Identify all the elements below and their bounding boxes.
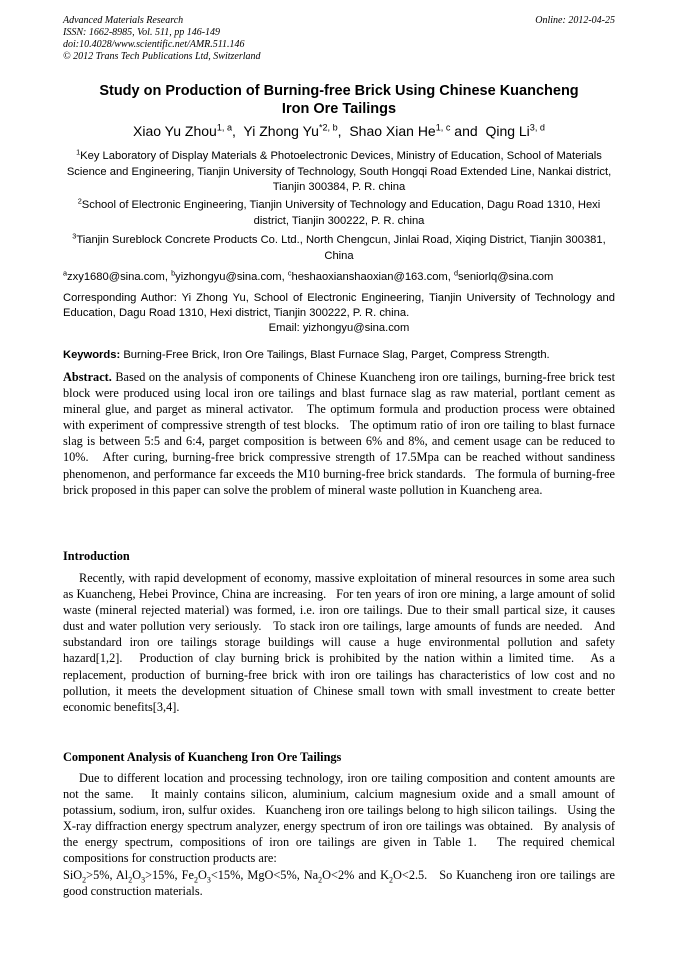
keywords-text: Burning-Free Brick, Iron Ore Tailings, Blast Furnace Slag, Parget, Compress Strength. bbox=[123, 349, 550, 361]
abstract-text: Based on the analysis of components of Chinese Kuancheng iron ore tailings, burning-free brick test block were produced using local iron ore tailings and blast furnace slag as raw material, portlant cement as mineral glue, and parget as mineral activator. The optimum formula and production process were obtained with experiment of compressive strength of test blocks. The optimum ratio of iron ore tailing to blast furnace slag is between 5:5 and 6:4, parget composition is between 6% and 8%, and cement usage can be reduced to 10%. After curing, burning-free brick compressive strength of 17.5Mpa can be reached without sandiness phenomenon, and performance far exceeds the M10 burning-free brick standards. The formula of burning-free brick proposed in this paper can solve the problem of mineral waste pollution in Kuancheng area. bbox=[63, 370, 619, 497]
affiliation-1 bbox=[63, 149, 615, 196]
formula-sub: 2 bbox=[389, 875, 393, 885]
online-date: Online: 2012-04-25 bbox=[535, 15, 615, 26]
author: Shao Xian He bbox=[349, 123, 436, 139]
issn-line: ISSN: 1662-8985, Vol. 511, pp 146-149 bbox=[63, 27, 221, 38]
email-sep: , bbox=[164, 271, 172, 283]
corresponding-author bbox=[63, 291, 615, 336]
formula-part: O<2.5. bbox=[393, 867, 428, 882]
formula-part: O bbox=[197, 867, 207, 882]
email-address: zxy1680@sina.com bbox=[67, 271, 165, 283]
author: Yi Zhong Yu bbox=[243, 123, 319, 139]
journal-name: Advanced Materials Research bbox=[63, 15, 184, 26]
email-sup: a bbox=[63, 268, 68, 278]
component-tail: So Kuancheng iron ore tailings are good construction materials. bbox=[63, 867, 619, 898]
formula-part: Fe bbox=[181, 867, 194, 882]
author-sup: 1, a bbox=[216, 122, 232, 133]
journal-header bbox=[63, 15, 615, 63]
formula-sub: 2 bbox=[193, 875, 198, 885]
formula-sub: 2 bbox=[318, 875, 323, 885]
formula-part: >5%, bbox=[86, 867, 116, 882]
abstract-label: Abstract. bbox=[63, 370, 112, 384]
title-line-2: Iron Ore Tailings bbox=[281, 101, 397, 117]
author-sup: 3, d bbox=[529, 122, 545, 133]
author: Qing Li bbox=[485, 123, 530, 139]
affiliation-text: Tianjin Sureblock Concrete Products Co. Ltd., North Chengcun, Jinlai Road, Xiqing District, Tianjin 300381, China bbox=[76, 234, 606, 262]
corresponding-text: Corresponding Author: Yi Zhong Yu, School of Electronic Engineering, Tianjin University of Technology and Education, Dagu Road 1310, Hexi district, Tianjin 300222, P. R. china. bbox=[63, 292, 615, 319]
affiliation-text: School of Electronic Engineering, Tianjin University of Technology and Education, Dagu Road 1310, Hexi district, Tianjin 300222, P. R. china bbox=[81, 199, 601, 227]
formula-sub: 2 bbox=[128, 875, 133, 885]
formula-sio2 bbox=[63, 867, 116, 885]
formula-mgo: MgO<5%, bbox=[247, 867, 304, 882]
formula-part: O<2% and bbox=[322, 867, 381, 882]
section-heading-introduction: Introduction bbox=[63, 549, 130, 563]
corresponding-email: Email: yizhongyu@sina.com bbox=[268, 322, 410, 334]
formula-k2o bbox=[380, 867, 428, 885]
email-sup: d bbox=[453, 268, 459, 278]
formula-part: <15%, bbox=[210, 867, 248, 882]
email-sep: , bbox=[281, 271, 288, 283]
keywords-label: Keywords: bbox=[63, 349, 121, 361]
introduction-body bbox=[63, 570, 619, 715]
email-sup: c bbox=[287, 268, 292, 278]
formula-sub: 3 bbox=[141, 875, 146, 885]
component-paragraph bbox=[63, 770, 619, 899]
author-list bbox=[63, 122, 615, 140]
formula-fe2o3 bbox=[181, 867, 248, 885]
formula-part: >15%, bbox=[145, 867, 182, 882]
affiliation-3 bbox=[63, 233, 615, 264]
author-sup: 1, c bbox=[435, 122, 451, 133]
doi-line: doi:10.4028/www.scientific.net/AMR.511.146 bbox=[63, 39, 245, 50]
email-list bbox=[63, 270, 615, 285]
component-text: Due to different location and processing technology, iron ore tailing composition and content amounts are not the same. It mainly contains silicon, aluminium, calcium magnesium oxide and a small amount of potassium, sodium, iron, sulfur oxides. Kuancheng iron ore tailings belong to high silicon tailings. Using the X-ray diffraction energy spectrum analyzer, energy spectrum of iron ore tailings was obtained. By analysis of the energy spectrum, compositions of iron ore tailings are given in Table 1. The required chemical compositions for construction products are: bbox=[63, 771, 619, 866]
copyright-line: © 2012 Trans Tech Publications Ltd, Switzerland bbox=[63, 51, 261, 62]
author-sep: , bbox=[232, 123, 240, 139]
title-line-1: Study on Production of Burning-free Brick Using Chinese Kuancheng bbox=[99, 83, 579, 99]
affiliation-num: 1 bbox=[76, 147, 81, 157]
email-address: seniorlq@sina.com bbox=[458, 271, 554, 283]
affiliation-num: 2 bbox=[77, 196, 82, 206]
formula-part: Na bbox=[303, 867, 319, 882]
author-sup: *2, b bbox=[318, 122, 338, 133]
abstract bbox=[63, 369, 619, 498]
component-body bbox=[63, 770, 619, 899]
author-sep: , bbox=[337, 123, 346, 139]
affiliation-2 bbox=[63, 198, 615, 229]
author-sep: and bbox=[450, 123, 482, 139]
email-address: yizhongyu@sina.com bbox=[175, 271, 282, 283]
formula-al2o3 bbox=[115, 867, 182, 885]
formula-part: SiO bbox=[63, 867, 83, 882]
affiliation-text: Key Laboratory of Display Materials & Photoelectronic Devices, Ministry of Education, School of Materials Science and Engineering, Tianjin University of Technology, South Hongqi Road Extended Line, Nankai district, Tianjin 300384, P. R. china bbox=[66, 150, 612, 193]
formula-part: O bbox=[132, 867, 142, 882]
formula-na2o bbox=[303, 867, 381, 885]
formula-sub: 2 bbox=[82, 875, 87, 885]
email-sep: , bbox=[447, 271, 454, 283]
formula-part: Al bbox=[115, 867, 129, 882]
keywords bbox=[63, 348, 615, 363]
section-heading-component: Component Analysis of Kuancheng Iron Ore Tailings bbox=[63, 750, 342, 764]
formula-sub: 3 bbox=[206, 875, 211, 885]
affiliation-num: 3 bbox=[72, 231, 77, 241]
email-sup: b bbox=[171, 268, 176, 278]
formula-part: K bbox=[380, 867, 389, 882]
paper-title bbox=[63, 82, 615, 118]
email-address: heshaoxianshaoxian@163.com bbox=[291, 271, 448, 283]
author: Xiao Yu Zhou bbox=[133, 123, 217, 139]
introduction-paragraph: Recently, with rapid development of economy, massive exploitation of mineral resources in some area such as Kuancheng, Hebei Province, China are increasing. For ten years of iron ore mining, a large amount of solid waste (mineral rejected material) was formed, i.e. iron ore tailings. Due to their small partical size, it causes dust and water pollution very seriously. To stack iron ore tailings, large amounts of funds are needed. And substandard iron ore tailings storage buildings will cause a huge environmental pollution and safety hazard[1,2]. Production of clay burning brick is prohibited by the nation within a limited time. As a replacement, production of burning-free brick with iron ore tailings has characteristics of low cost and no pollution, it meets the development situation of Chinese small town with small investment to create better economic benefits[3,4]. bbox=[63, 571, 619, 714]
